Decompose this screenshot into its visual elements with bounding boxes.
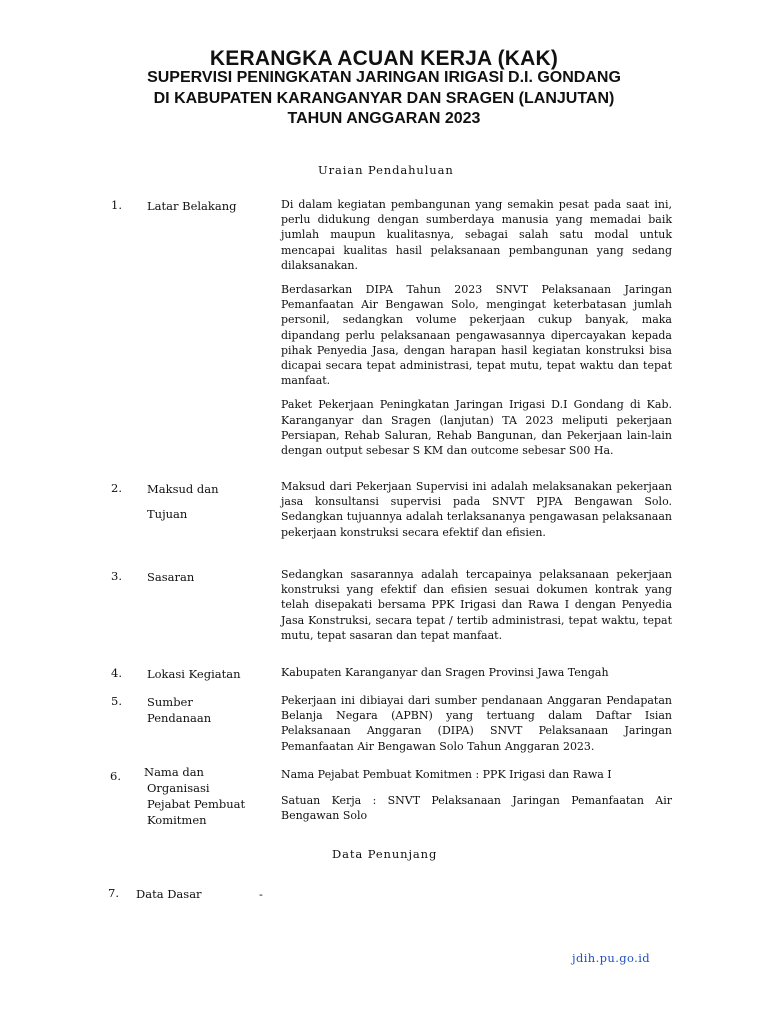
item-number: 4.: [111, 666, 122, 680]
item-content-sasaran: [281, 567, 672, 652]
document-title: KERANGKA ACUAN KERJA (KAK): [209, 47, 559, 70]
paragraph: Kabupaten Karanganyar dan Sragen Provinsi Jawa Tengah: [281, 666, 609, 679]
item-number: 6.: [110, 769, 121, 783]
paragraph: Paket Pekerjaan Peningkatan Jaringan Irigasi D.I Gondang di Kab. Karanganyar dan Sragen (lanjutan) TA 2023 meliputi pekerjaan Persiapan, Rehab Saluran, Rehab Bangunan, dan Pekerjaan lain-lain dengan output sebesar S KM dan outcome sebesar S00 Ha.: [281, 398, 672, 458]
item-number: 2.: [111, 481, 122, 495]
item-label-maksud-line2: Tujuan: [147, 507, 188, 521]
item-label-nama-line3: Pejabat Pembuat: [147, 797, 246, 811]
item-number: 5.: [111, 694, 122, 708]
document-subtitle-line1: SUPERVISI PENINGKATAN JARINGAN IRIGASI D.I. GONDANG: [147, 69, 621, 86]
item-label-sumber-line2: Pendanaan: [147, 711, 212, 725]
item-content-lokasi: [281, 665, 672, 689]
document-subtitle-line3: TAHUN ANGGARAN 2023: [287, 110, 481, 127]
footer-link-jdih[interactable]: jdih.pu.go.id: [572, 951, 651, 965]
section-heading-support: Data Penunjang: [332, 847, 438, 861]
paragraph: Sedangkan sasarannya adalah tercapainya pelaksanaan pekerjaan konstruksi yang efektif dan efisien sesuai dokumen kontrak yang telah disepakati bersama PPK Irigasi dan Rawa I dengan Penyedia Jasa Konstruksi, secara tepat / tertib administrasi, tepat waktu, tepat mutu, tepat sasaran dan tepat manfaat.: [281, 568, 672, 642]
item-number: 7.: [108, 886, 119, 900]
item-label-nama-line1: Nama dan: [144, 765, 204, 779]
item-number: 3.: [111, 569, 122, 583]
paragraph: Nama Pejabat Pembuat Komitmen : PPK Irigasi dan Rawa I: [281, 768, 612, 781]
item-content-latar-belakang: [281, 197, 672, 467]
paragraph: Di dalam kegiatan pembangunan yang semakin pesat pada saat ini, perlu didukung dengan sumberdaya manusia yang memadai baik jumlah maupun kualitasnya, sebagai salah satu modal untuk mencapai kualitas hasil pelaksanaan pembangunan yang sedang dilaksanakan.: [281, 198, 672, 272]
paragraph: Pekerjaan ini dibiayai dari sumber pendanaan Anggaran Pendapatan Belanja Negara (APBN) yang tertuang dalam Daftar Isian Pelaksanaan Anggaran (DIPA) SNVT Pelaksanaan Jaringan Pemanfaatan Air Bengawan Solo Tahun Anggaran 2023.: [281, 694, 672, 753]
item-label-latar-belakang: Latar Belakang: [147, 199, 237, 213]
item-label-sasaran: Sasaran: [147, 570, 195, 584]
item-label-nama-line2: Organisasi: [147, 781, 210, 795]
item-label-nama-line4: Komitmen: [147, 813, 207, 827]
item-label-data-dasar: Data Dasar: [136, 887, 202, 901]
item-dash: -: [259, 887, 263, 901]
paragraph: Satuan Kerja : SNVT Pelaksanaan Jaringan Pemanfaatan Air Bengawan Solo: [281, 794, 672, 823]
section-heading-intro: Uraian Pendahuluan: [318, 163, 454, 177]
item-number: 1.: [111, 198, 122, 212]
item-label-maksud-line1: Maksud dan: [147, 482, 219, 496]
item-label-lokasi: Lokasi Kegiatan: [147, 667, 241, 681]
item-content-pejabat: [281, 767, 672, 833]
paragraph: Berdasarkan DIPA Tahun 2023 SNVT Pelaksanaan Jaringan Pemanfaatan Air Bengawan Solo, mengingat keterbatasan jumlah personil, sedangkan volume pekerjaan cukup banyak, maka dipandang perlu pelaksanaan pengawasannya dipercayakan kepada pihak Penyedia Jasa, dengan harapan hasil kegiatan konstruksi bisa dicapai secara tepat administrasi, tepat mutu, tepat waktu dan tepat manfaat.: [281, 283, 672, 388]
item-content-sumber-pendanaan: [281, 693, 672, 763]
item-content-maksud-tujuan: [281, 479, 672, 549]
document-subtitle-line2: DI KABUPATEN KARANGANYAR DAN SRAGEN (LANJUTAN): [153, 90, 615, 107]
paragraph: Maksud dari Pekerjaan Supervisi ini adalah melaksanakan pekerjaan jasa konsultansi supervisi pada SNVT PJPA Bengawan Solo. Sedangkan tujuannya adalah terlaksananya pengawasan pelaksanaan pekerjaan konstruksi secara efektif dan efisien.: [281, 480, 672, 539]
item-label-sumber-line1: Sumber: [147, 695, 193, 709]
